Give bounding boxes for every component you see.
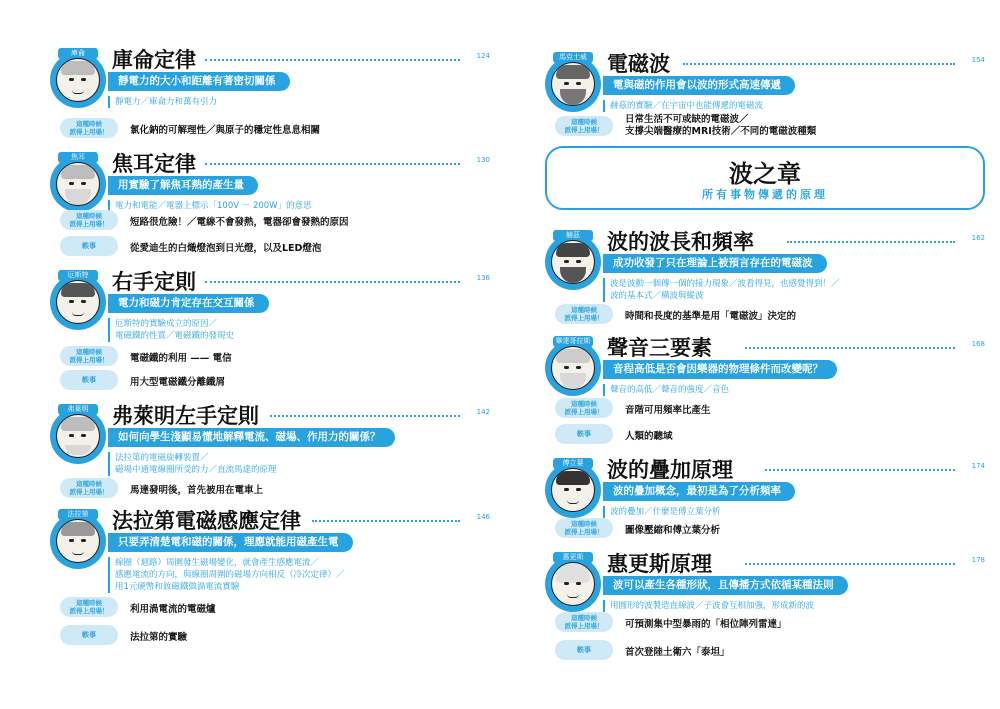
entry-title[interactable]: 焦耳定律 bbox=[112, 151, 196, 176]
topic-line: 靜電力／庫侖力和萬有引力 bbox=[115, 97, 218, 107]
useful-row bbox=[60, 210, 480, 232]
portrait-name-tag: 赫茲 bbox=[553, 230, 593, 241]
useful-row bbox=[555, 612, 975, 634]
dot-leader bbox=[745, 563, 955, 565]
topic-line: 感應電流的方向，與線圈周圍的磁場方向相反（冷次定律）／ bbox=[115, 570, 345, 580]
page-number: 162 bbox=[971, 234, 985, 242]
entry-title[interactable]: 波的波長和頻率 bbox=[607, 229, 754, 254]
entry-subtitle: 電與磁的作用會以波的形式高速傳遞 bbox=[603, 76, 795, 95]
portrait-pythagoras bbox=[545, 337, 601, 396]
portrait-coulomb bbox=[50, 49, 106, 108]
page-number: 146 bbox=[476, 513, 490, 521]
dot-leader bbox=[270, 415, 460, 417]
page-number: 178 bbox=[971, 556, 985, 564]
topic-line: 赫茲的實驗／在宇宙中也能傳遞的電磁波 bbox=[610, 101, 764, 111]
topic-line: 磁場中通電線圈所受的力／直流馬達的原理 bbox=[115, 465, 277, 475]
trivia-row bbox=[60, 370, 480, 392]
dot-leader bbox=[205, 163, 460, 165]
face-icon bbox=[551, 468, 595, 512]
face-icon bbox=[56, 162, 100, 206]
topic-line: 用1元硬幣和釹磁鐵做渦電流實驗 bbox=[115, 582, 240, 592]
topic-line: 波的疊加／什麼是傅立葉分析 bbox=[610, 507, 721, 517]
dot-leader bbox=[683, 63, 955, 65]
page-number: 136 bbox=[476, 274, 490, 282]
portrait-fleming bbox=[50, 405, 106, 464]
dot-leader bbox=[205, 59, 460, 61]
entry-title[interactable]: 弗萊明左手定則 bbox=[112, 403, 259, 428]
trivia-badge: 軼事 bbox=[60, 236, 118, 256]
page-number: 174 bbox=[971, 462, 985, 470]
useful-text: 日常生活不可或缺的電磁波／ 支撐尖端醫療的MRI技術／不同的電磁波種類 bbox=[625, 114, 817, 137]
when-useful-badge: 這種時候 派得上用場！ bbox=[60, 118, 118, 138]
entry-title[interactable]: 惠更斯原理 bbox=[607, 551, 712, 576]
dot-leader bbox=[205, 281, 460, 283]
dot-leader bbox=[745, 347, 955, 349]
portrait-oersted bbox=[50, 271, 106, 330]
topic-line: 電磁鐵的性質／電磁鐵的發現史 bbox=[115, 331, 235, 341]
chapter-subtitle: 所有事物傳遞的原理 bbox=[702, 188, 828, 201]
entry-topics bbox=[603, 384, 729, 396]
entry-title[interactable]: 右手定則 bbox=[112, 269, 196, 294]
when-useful-badge: 這種時候 派得上用場！ bbox=[555, 612, 613, 632]
entry-title[interactable]: 電磁波 bbox=[607, 51, 670, 76]
topic-line: 聲音的高低／聲音的強度／音色 bbox=[610, 385, 730, 395]
topic-line: 法拉第的電磁旋轉裝置／ bbox=[115, 453, 209, 463]
face-icon bbox=[56, 280, 100, 324]
entry-topics bbox=[603, 278, 840, 302]
portrait-joule bbox=[50, 153, 106, 212]
entry-title[interactable]: 庫侖定律 bbox=[112, 47, 196, 72]
useful-row bbox=[555, 518, 975, 540]
useful-row bbox=[60, 118, 480, 140]
entry-topics bbox=[108, 96, 217, 108]
entry-title[interactable]: 波的疊加原理 bbox=[607, 457, 733, 482]
face-icon bbox=[551, 346, 595, 390]
topic-line: 用圓形的波製造直線波／子波會互相加強，形成新的波 bbox=[610, 601, 815, 611]
trivia-row bbox=[555, 640, 975, 662]
portrait-name-tag: 惠更斯 bbox=[553, 552, 593, 563]
entry-topics bbox=[603, 100, 763, 112]
trivia-text: 首次登陸土衛六「泰坦」 bbox=[625, 647, 730, 658]
when-useful-badge: 這種時候 派得上用場！ bbox=[60, 346, 118, 366]
trivia-badge: 軼事 bbox=[60, 370, 118, 390]
useful-text: 圖像壓縮和傅立葉分析 bbox=[625, 525, 721, 536]
topic-line: 線圈（迴路）周圍發生磁場變化，就會產生感應電流／ bbox=[115, 558, 320, 568]
face-icon bbox=[551, 562, 595, 606]
when-useful-badge: 這種時候 派得上用場！ bbox=[555, 304, 613, 324]
entry-title[interactable]: 聲音三要素 bbox=[607, 335, 712, 360]
portrait-name-tag: 畢達哥拉斯 bbox=[553, 336, 593, 347]
dot-leader bbox=[312, 520, 460, 522]
chapter-title: 波之章 bbox=[729, 159, 801, 188]
when-useful-badge: 這種時候 派得上用場！ bbox=[60, 597, 118, 617]
useful-text: 電磁鐵的利用 —— 電信 bbox=[130, 353, 232, 364]
entry-topics bbox=[108, 318, 234, 342]
entry-subtitle: 音程高低是否會因樂器的物理條件而改變呢？ bbox=[603, 360, 837, 379]
entry-subtitle: 如何向學生淺顯易懂地解釋電流、磁場、作用力的關係？ bbox=[108, 428, 395, 447]
useful-row bbox=[555, 116, 975, 138]
portrait-hertz bbox=[545, 231, 601, 290]
entry-topics bbox=[603, 600, 814, 612]
topic-line: 波是波動一個傳一個的接力現象／波看得見，也感覺得到！／ bbox=[610, 279, 840, 289]
face-icon bbox=[56, 414, 100, 458]
useful-row bbox=[60, 346, 480, 368]
topic-line: 厄斯特的實驗成立的原因／ bbox=[115, 319, 218, 329]
dot-leader bbox=[765, 469, 955, 471]
when-useful-badge: 這種時候 派得上用場！ bbox=[60, 478, 118, 498]
useful-text: 短路很危險！／電線不會發熱，電器卻會發熱的原因 bbox=[130, 217, 349, 228]
portrait-name-tag: 法拉第 bbox=[58, 509, 98, 520]
portrait-name-tag: 弗萊明 bbox=[58, 404, 98, 415]
face-icon bbox=[551, 240, 595, 284]
portrait-name-tag: 厄斯特 bbox=[58, 270, 98, 281]
entry-subtitle: 靜電力的大小和距離有著密切關係 bbox=[108, 72, 290, 91]
page-number: 142 bbox=[476, 408, 490, 416]
entry-topics bbox=[108, 452, 277, 476]
face-icon bbox=[56, 58, 100, 102]
useful-row bbox=[555, 398, 975, 420]
trivia-row bbox=[60, 625, 480, 647]
page-number: 130 bbox=[476, 156, 490, 164]
trivia-row bbox=[555, 424, 975, 446]
entry-subtitle: 波的疊加概念，最初是為了分析頻率 bbox=[603, 482, 795, 501]
page-number: 124 bbox=[476, 52, 490, 60]
when-useful-badge: 這種時候 派得上用場！ bbox=[555, 116, 613, 136]
face-icon bbox=[551, 62, 595, 106]
portrait-huygens bbox=[545, 553, 601, 612]
useful-text: 時間和長度的基準是用「電磁波」決定的 bbox=[625, 311, 797, 322]
portrait-name-tag: 庫侖 bbox=[58, 48, 98, 59]
entry-topics bbox=[108, 557, 345, 593]
portrait-maxwell bbox=[545, 53, 601, 112]
page-number: 168 bbox=[971, 340, 985, 348]
useful-row bbox=[60, 597, 480, 619]
trivia-text: 用大型電磁鐵分離鐵屑 bbox=[130, 377, 226, 388]
trivia-badge: 軼事 bbox=[555, 640, 613, 660]
chapter-header bbox=[545, 146, 985, 210]
portrait-name-tag: 傅立葉 bbox=[553, 458, 593, 469]
entry-subtitle: 波可以產生各種形狀，且傳播方式依循某種法則 bbox=[603, 576, 848, 595]
portrait-name-tag: 馬克士威 bbox=[553, 52, 593, 63]
useful-text: 氯化鈉的可解理性／與原子的穩定性息息相關 bbox=[130, 125, 321, 136]
trivia-text: 人類的聽域 bbox=[625, 431, 673, 442]
trivia-badge: 軼事 bbox=[60, 625, 118, 645]
when-useful-badge: 這種時候 派得上用場！ bbox=[555, 398, 613, 418]
entry-subtitle: 電力和磁力肯定存在交互關係 bbox=[108, 294, 269, 313]
useful-text: 利用渦電流的電磁爐 bbox=[130, 604, 216, 615]
page-number: 154 bbox=[971, 56, 985, 64]
trivia-badge: 軼事 bbox=[555, 424, 613, 444]
useful-row bbox=[60, 478, 480, 500]
portrait-faraday bbox=[50, 510, 106, 569]
trivia-text: 從愛迪生的白熾燈泡到日光燈，以及LED燈泡 bbox=[130, 243, 322, 254]
entry-title[interactable]: 法拉第電磁感應定律 bbox=[112, 508, 301, 533]
dot-leader bbox=[787, 241, 955, 243]
entry-subtitle: 成功收發了只在理論上被預言存在的電磁波 bbox=[603, 254, 827, 273]
portrait-name-tag: 焦耳 bbox=[58, 152, 98, 163]
useful-text: 音階可用頻率比產生 bbox=[625, 405, 711, 416]
useful-row bbox=[555, 304, 975, 326]
face-icon bbox=[56, 519, 100, 563]
when-useful-badge: 這種時候 派得上用場！ bbox=[60, 210, 118, 230]
entry-subtitle: 用實驗了解焦耳熱的產生量 bbox=[108, 176, 258, 195]
trivia-row bbox=[60, 236, 480, 258]
portrait-fourier bbox=[545, 459, 601, 518]
when-useful-badge: 這種時候 派得上用場！ bbox=[555, 518, 613, 538]
useful-text: 可預測集中型暴雨的「相位陣列雷達」 bbox=[625, 619, 787, 630]
topic-line: 波的基本式／橫波與縱波 bbox=[610, 291, 704, 301]
useful-text: 馬達發明後，首先被用在電車上 bbox=[130, 485, 264, 496]
topic-line: 電力和電能／電器上標示「100V － 200W」的意思 bbox=[115, 201, 312, 211]
trivia-text: 法拉第的實驗 bbox=[130, 632, 188, 643]
entry-topics bbox=[603, 506, 721, 518]
entry-subtitle: 只要弄清楚電和磁的關係，理應就能用磁產生電 bbox=[108, 533, 353, 552]
